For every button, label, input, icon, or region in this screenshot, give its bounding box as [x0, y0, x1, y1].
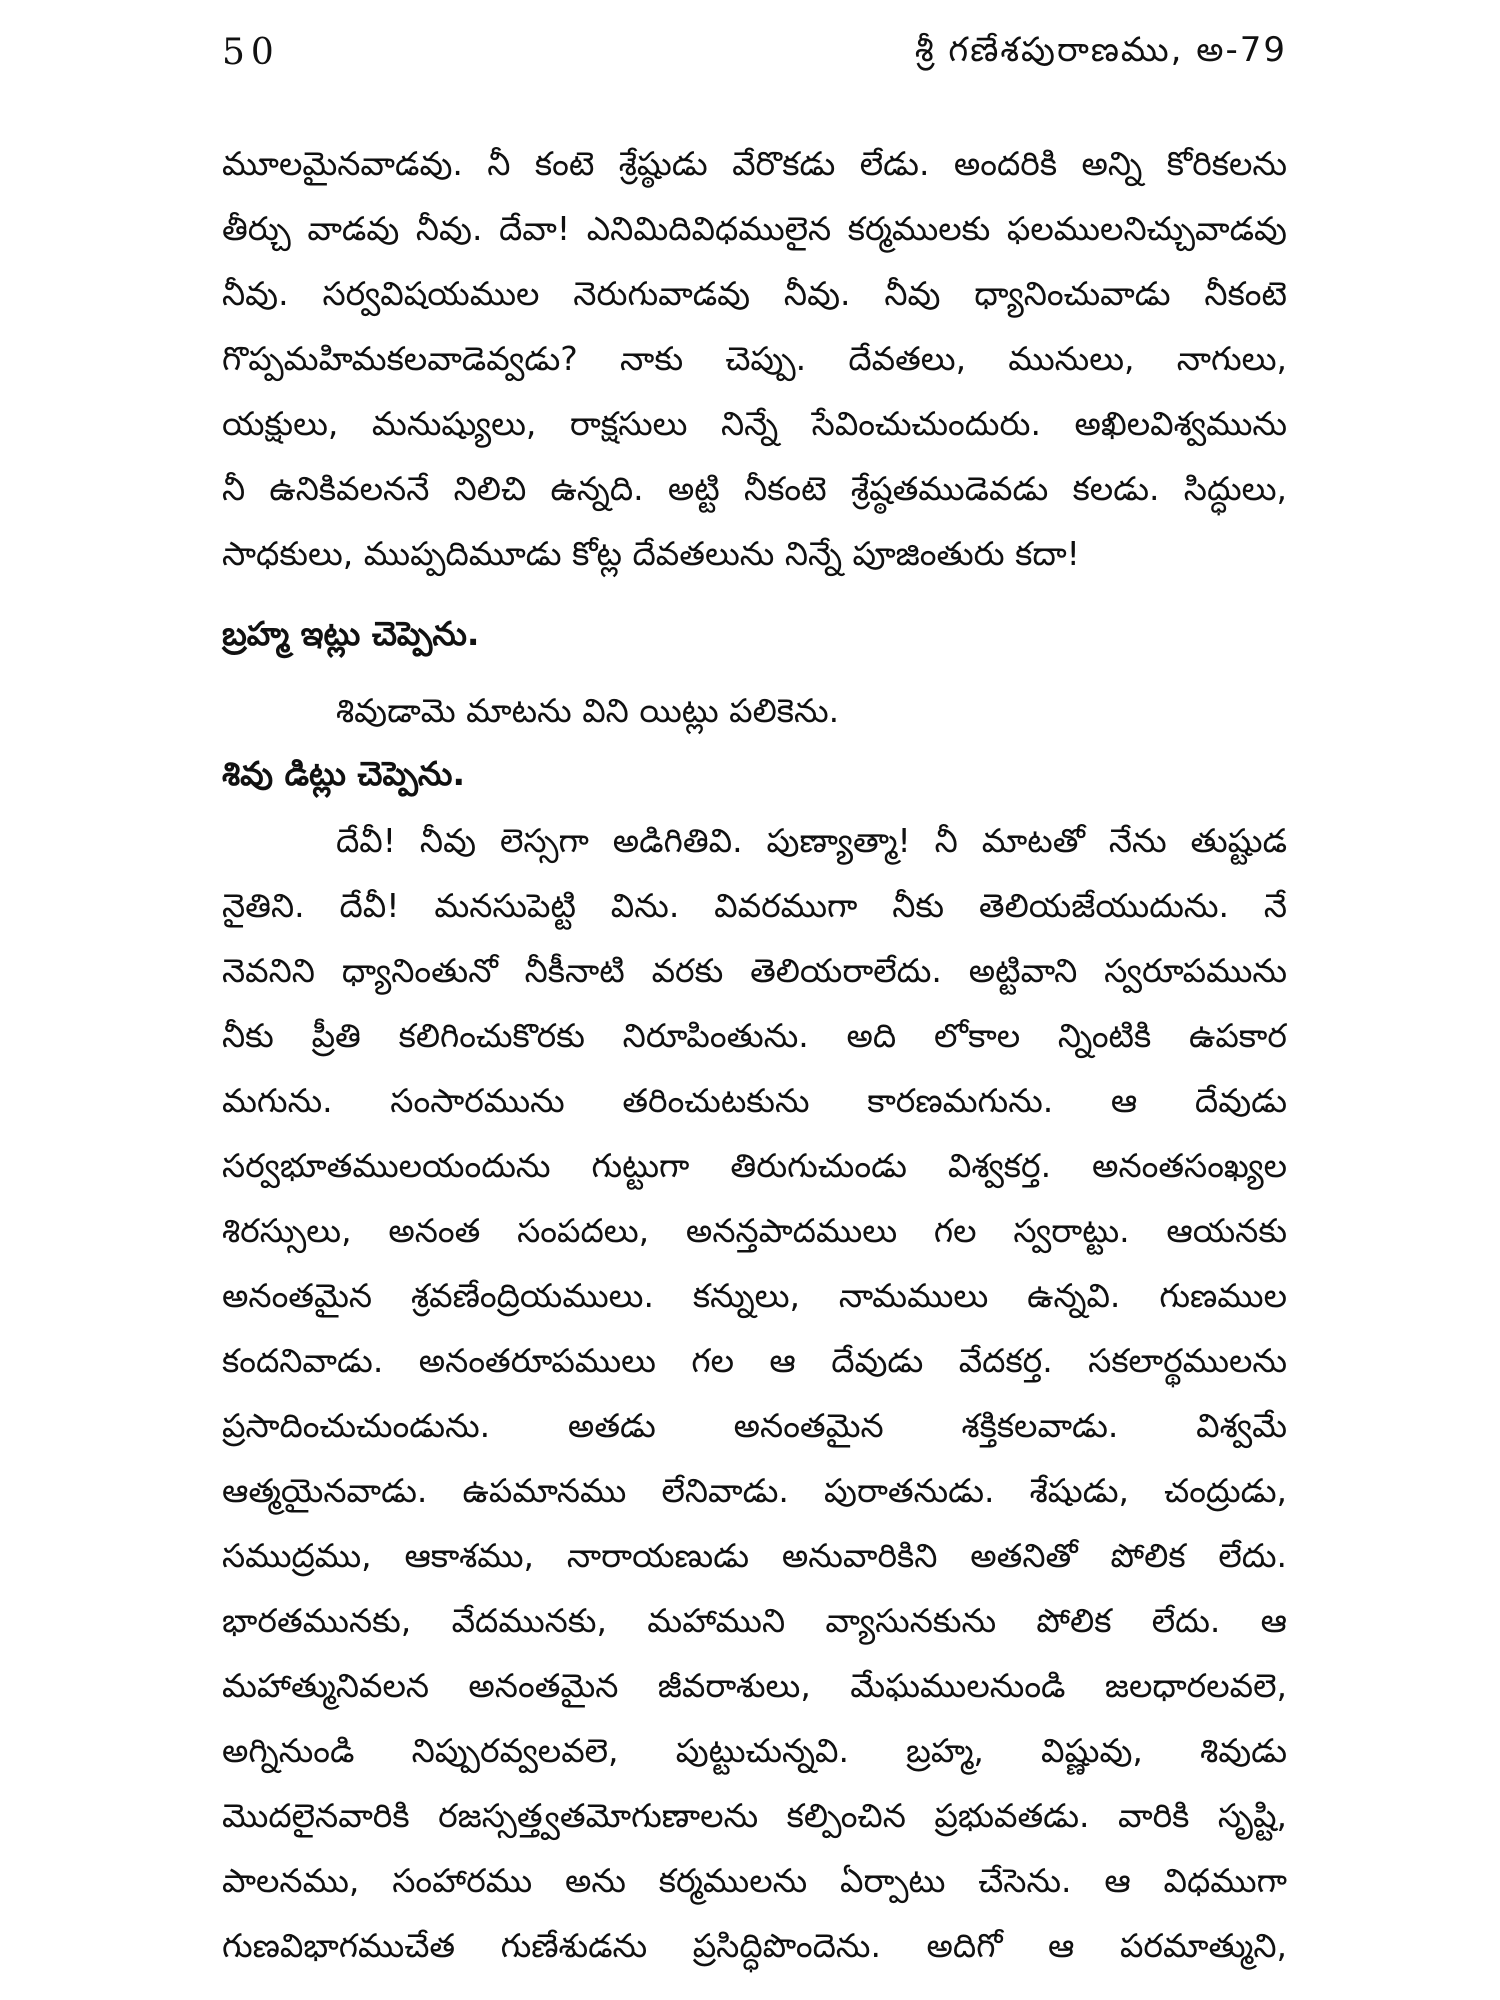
text-line: ప్రసాదించుచుండును. అతడు అనంతమైన శక్తికలవాడు. విశ్వమే: [222, 1406, 1287, 1445]
text-line: మగును. సంసారమును తరించుటకును కారణమగును. ఆ దేవుడు: [222, 1081, 1287, 1120]
speaker-heading-brahma: బ్రహ్మ ఇట్లు చెప్పెను.: [222, 614, 480, 653]
text-line: భారతమునకు, వేదమునకు, మహాముని వ్యాసునకును పోలిక లేదు. ఆ: [222, 1601, 1287, 1640]
text-line: సాధకులు, ముప్పదిమూడు కోట్ల దేవతలును నిన్నే పూజింతురు కదా!: [222, 534, 1080, 573]
text-line: నీకు ప్రీతి కలిగించుకొరకు నిరూపింతును. అది లోకాల న్నింటికి ఉపకార: [222, 1016, 1287, 1055]
text-line: దేవీ! నీవు లెస్సగా అడిగితివి. పుణ్యాత్మా! నీ మాటతో నేను తుష్టుడ: [336, 821, 1287, 860]
text-line: నీ ఉనికివలననే నిలిచి ఉన్నది. అట్టి నీకంటె శ్రేష్ఠతముడెవడు కలడు. సిద్ధులు,: [222, 469, 1287, 508]
text-line: అనంతమైన శ్రవణేంద్రియములు. కన్నులు, నామములు ఉన్నవి. గుణముల: [222, 1276, 1287, 1315]
text-line: యక్షులు, మనుష్యులు, రాక్షసులు నిన్నే సేవించుచుందురు. అఖిలవిశ్వమును: [222, 404, 1287, 443]
text-line: గుణవిభాగముచేత గుణేశుడను ప్రసిద్ధిపొందెను. అదిగో ఆ పరమాత్ముని,: [222, 1926, 1287, 1965]
text-line: మూలమైనవాడవు. నీ కంటె శ్రేష్ఠుడు వేరొకడు లేడు. అందరికి అన్ని కోరికలను: [222, 144, 1287, 183]
narration-line: శివుడామె మాటను విని యిట్లు పలికెను.: [336, 691, 840, 730]
paragraph-2: [222, 808, 1287, 1978]
text-line: తీర్చు వాడవు నీవు. దేవా! ఎనిమిదివిధములైన కర్మములకు ఫలములనిచ్చువాడవు: [222, 209, 1287, 248]
text-line: నైతిని. దేవీ! మనసుపెట్టి విను. వివరముగా నీకు తెలియజేయుదును. నే: [222, 886, 1287, 925]
running-title: శ్రీ గణేశపురాణము, అ-79: [914, 30, 1287, 70]
speaker-heading-shiva: శివు డిట్లు చెప్పెను.: [222, 754, 465, 793]
text-line: సర్వభూతములయందును గుట్టుగా తిరుగుచుండు విశ్వకర్త. అనంతసంఖ్యల: [222, 1146, 1287, 1185]
text-line: ఆత్మయైనవాడు. ఉపమానము లేనివాడు. పురాతనుడు. శేషుడు, చంద్రుడు,: [222, 1471, 1287, 1510]
text-line: అగ్నినుండి నిప్పురవ్వలవలె, పుట్టుచున్నవి. బ్రహ్మ, విష్ణువు, శివుడు: [222, 1731, 1287, 1770]
text-line: మొదలైనవారికి రజస్సత్త్వతమోగుణాలను కల్పించిన ప్రభువతడు. వారికి సృష్టి,: [222, 1796, 1287, 1835]
paragraph-1: [222, 131, 1287, 586]
text-line: పాలనము, సంహారము అను కర్మములను ఏర్పాటు చేసెను. ఆ విధముగా: [222, 1861, 1287, 1900]
text-line: గొప్పమహిమకలవాడెవ్వడు? నాకు చెప్పు. దేవతలు, మునులు, నాగులు,: [222, 339, 1287, 378]
text-line: కందనివాడు. అనంతరూపములు గల ఆ దేవుడు వేదకర్త. సకలార్థములను: [222, 1341, 1287, 1380]
page-number: 50: [222, 32, 280, 73]
text-line: నీవు. సర్వవిషయముల నెరుగువాడవు నీవు. నీవు ధ్యానించువాడు నీకంటె: [222, 274, 1287, 313]
text-line: శిరస్సులు, అనంత సంపదలు, అనన్తపాదములు గల స్వరాట్టు. ఆయనకు: [222, 1211, 1287, 1250]
text-line: మహాత్మునివలన అనంతమైన జీవరాశులు, మేఘములనుండి జలధారలవలె,: [222, 1666, 1287, 1705]
text-line: నెవనిని ధ్యానింతునో నీకీనాటి వరకు తెలియరాలేదు. అట్టివాని స్వరూపమును: [222, 951, 1287, 990]
text-line: సముద్రము, ఆకాశము, నారాయణుడు అనువారికిని అతనితో పోలిక లేదు.: [222, 1536, 1287, 1575]
